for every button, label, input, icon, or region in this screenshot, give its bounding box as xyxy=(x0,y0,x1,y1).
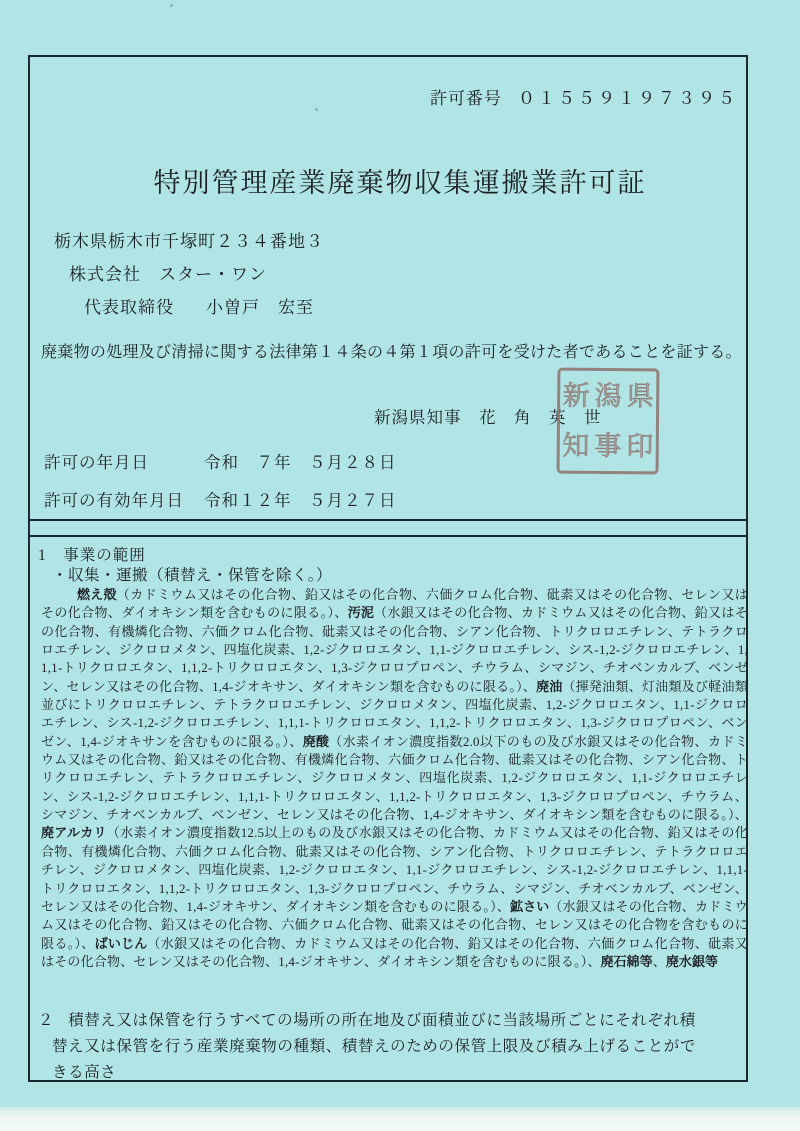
document-title: 特別管理産業廃棄物収集運搬業許可証 xyxy=(153,168,647,198)
holder-address: 栃木県栃木市千塚町２３４番地３ xyxy=(54,232,324,251)
scan-bottom-edge xyxy=(0,1107,800,1131)
governor-seal xyxy=(557,368,660,475)
permit-date-value: 令和 ７年 ５月２８日 xyxy=(204,453,397,472)
waste-type-term: 燃え殻 xyxy=(77,587,117,602)
permit-number-label: 許可番号 xyxy=(430,89,502,108)
waste-type-term: 廃水銀等 xyxy=(665,953,718,969)
waste-type-term: ばいじん xyxy=(94,935,148,951)
divider-line-lower xyxy=(28,535,748,537)
waste-detail-text: （カドミウム又はその化合物、鉛又はその化合物、六価クロム化合物、砒素又はその化合物、セレン又はその化合物、ダイオキシン類を含むものに限る。）、 xyxy=(41,587,748,621)
divider-line-upper xyxy=(28,519,748,521)
waste-detail-text: （水素イオン濃度指数2.0以下のもの及び水銀又はその化合物、カドミウム又はその化合物、鉛又はその化合物、有機燐化合物、六価クロム化合物、砒素又はその化合物、シアン化合物、トリクロロエチレン、テトラクロロエチレン、ジクロロメタン、四塩化炭素、1,2-ジクロロエタン、1,1-ジクロロエチレン、シス-1,2-ジクロロエチレン、1,1,1-トリクロロエタン、1,1,2-トリクロロエタン、1,3-ジクロロプロペン、チウラム、シマジン、チオベンカルブ、ベンゼン、セレン又はその化合物、1,4-ジオキサン、ダイオキシン類を含むものに限る。）、 xyxy=(41,733,748,823)
waste-detail-text: （水素イオン濃度指数12.5以上のもの及び水銀又はその化合物、カドミウム又はその化合物、鉛又はその化合物、有機燐化合物、六価クロム化合物、砒素又はその化合物、シアン化合物、トリクロロエチレン、テトラクロロエチレン、ジクロロメタン、四塩化炭素、1,2-ジクロロエタン、1,1-ジクロロエチレン、シス-1,2-ジクロロエチレン、1,1,1-トリクロロエタン、1,1,2-トリクロロエタン、1,3-ジクロロプロペン、チウラム、シマジン、チオベンカルブ、ベンゼン、セレン又はその化合物、1,4-ジオキサン、ダイオキシン類を含むものに限る。）、 xyxy=(41,825,748,914)
representative-title: 代表取締役 xyxy=(84,298,174,317)
scan-speck xyxy=(315,108,318,111)
seal-character: 県 xyxy=(626,380,654,411)
waste-detail-text: （水銀又はその化合物、カドミウム又はその化合物、鉛又はその化合物、有機燐化合物、六価クロム化合物、砒素又はその化合物、シアン化合物、トリクロロエチレン、テトラクロロエチレン、ジクロロメタン、四塩化炭素、1,2-ジクロロエタン、1,1-ジクロロエチレン、シス-1,2-ジクロロエチレン、1,1,1-トリクロロエタン、1,1,2-トリクロロエタン、1,3-ジクロロプロペン、チウラム、シマジン、チオベンカルブ、ベンゼン、セレン又はその化合物、1,4-ジオキサン、ダイオキシン類を含むものに限る。）、 xyxy=(41,605,748,694)
seal-character: 事 xyxy=(594,430,622,461)
certification-statement: 廃棄物の処理及び清掃に関する法律第１４条の４第１項の許可を受けた者であることを証する。 xyxy=(41,344,742,361)
holder-representative xyxy=(84,293,314,318)
waste-detail-text: （水銀又はその化合物、カドミウム又はその化合物、鉛又はその化合物、六価クロム化合物、砒素又はその化合物、セレン又はその化合物、1,4-ジオキサン、ダイオキシン類を含むものに限る。）、 xyxy=(41,935,748,969)
waste-type-term: 汚泥 xyxy=(347,605,375,621)
waste-type-term: 鉱さい xyxy=(510,898,550,914)
issuer-line: 新潟県知事 花 角 英 世 xyxy=(374,408,602,427)
scope-subheading: ・収集・運搬（積替え・保管を除く。） xyxy=(52,567,332,584)
waste-detail-text: （水銀又はその化合物、カドミウム又はその化合物、鉛又はその化合物、六価クロム化合物、砒素又はその化合物、セレン又はその化合物を含むものに限る。）、 xyxy=(41,898,748,951)
waste-type-term: 廃石綿等 xyxy=(600,953,653,969)
waste-detail-text: （揮発油類、灯油類及び軽油類並びにトリクロロエチレン、テトラクロロエチレン、ジクロロメタン、四塩化炭素、1,2-ジクロロエタン、1,1-ジクロロエチレン、シス-1,2-ジクロロエチレン、1,1,1-トリクロロエタン、1,1,2-トリクロロエタン、1,3-ジクロロプロペン、ベンゼン、1,4-ジオキサンを含むものに限る。）、 xyxy=(41,678,748,749)
expiry-date-label: 許可の有効年月日 xyxy=(44,491,184,510)
waste-type-term: 廃酸 xyxy=(302,733,330,749)
section2-number: ２ xyxy=(38,1012,55,1029)
waste-type-term: 廃アルカリ xyxy=(41,825,107,841)
permit-number xyxy=(430,84,738,109)
seal-character: 新 xyxy=(562,380,590,411)
waste-type-term: 廃油 xyxy=(536,678,563,694)
seal-character: 印 xyxy=(626,430,654,461)
section2-text: 積替え又は保管を行うすべての場所の所在地及び面積並びに当該場所ごとにそれぞれ積替え又は保管を行う産業廃棄物の種類、積替えのための保管上限及び積み上げることができる高さ xyxy=(52,1012,697,1081)
holder-company: 株式会社 スター・ワン xyxy=(69,265,267,284)
waste-detail-text: 、 xyxy=(652,953,666,969)
expiry-date-value: 令和１２年 ５月２７日 xyxy=(204,491,397,510)
scope-paragraph xyxy=(41,586,748,971)
representative-name: 小曽戸 宏至 xyxy=(206,298,314,317)
permit-number-value: ０１５５９１９７３９５ xyxy=(518,89,738,108)
seal-character: 潟 xyxy=(594,380,622,411)
scope-heading: 1 事業の範囲 xyxy=(38,547,146,564)
section2-paragraph xyxy=(38,1008,706,1086)
seal-character: 知 xyxy=(562,430,590,461)
permit-date-label: 許可の年月日 xyxy=(44,453,149,472)
scan-speck xyxy=(170,4,173,7)
